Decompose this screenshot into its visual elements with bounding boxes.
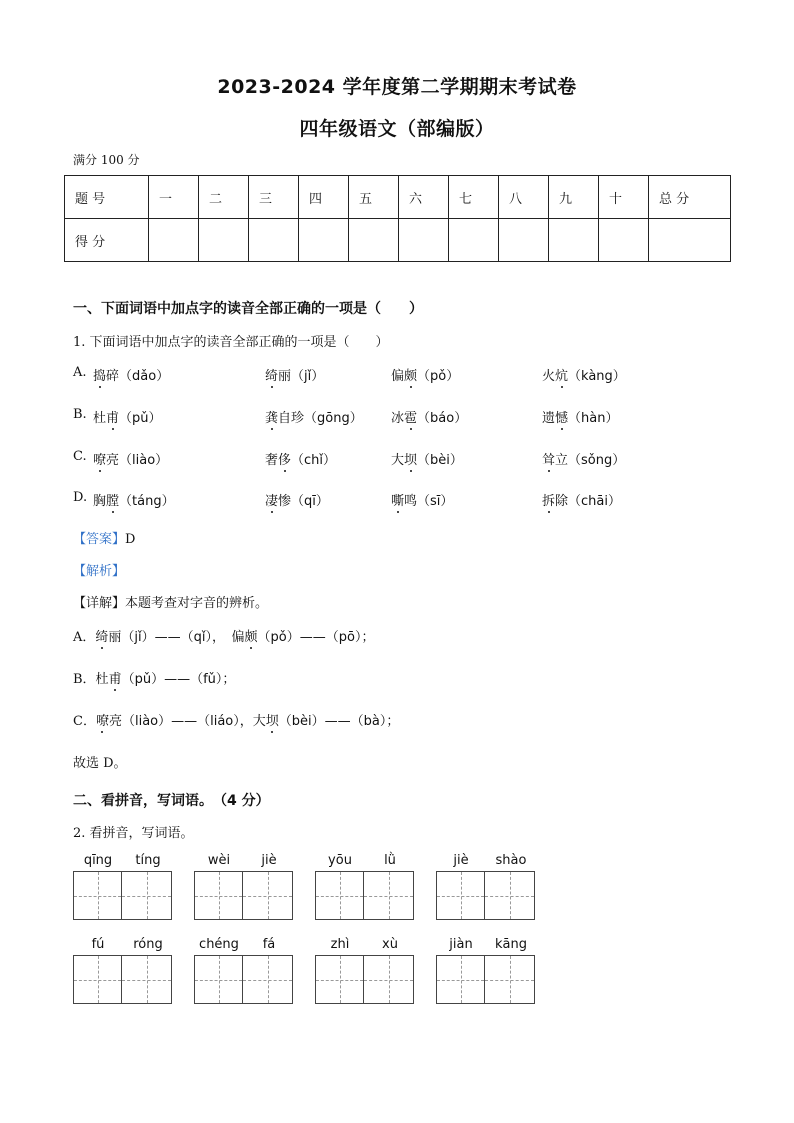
- tian-grid-pair: [436, 871, 536, 921]
- exam-subtitle: 四年级语文（部编版）: [299, 118, 495, 140]
- pinyin-labels: [436, 937, 536, 953]
- option-row[interactable]: [73, 407, 733, 427]
- pinyin-label: wèi: [207, 853, 231, 868]
- tian-grid-pair: [315, 871, 415, 921]
- tian-grid-pair: [194, 955, 294, 1005]
- pinyin-label: fá: [262, 937, 276, 952]
- score-cell[interactable]: [499, 219, 549, 262]
- option-row[interactable]: [73, 490, 733, 510]
- answer-value: D: [125, 532, 136, 547]
- analysis-line-c: C．嘹亮（liào）——（liáo），大坝（bèi）——（bà）；: [73, 710, 399, 729]
- pinyin-label: jiè: [453, 853, 469, 868]
- pinyin-labels: [436, 853, 536, 869]
- pinyin-label: chéng: [199, 937, 239, 952]
- score-value-row: [65, 219, 731, 262]
- score-header-cell: 九: [549, 176, 599, 219]
- pinyin-labels: [315, 937, 415, 953]
- score-header-cell: 一: [149, 176, 199, 219]
- character-box[interactable]: [364, 955, 414, 1004]
- option-row[interactable]: [73, 365, 733, 385]
- pinyin-label: jiè: [261, 853, 277, 868]
- score-header-cell: 总 分: [649, 176, 731, 219]
- answer-line: [73, 528, 135, 547]
- score-header-cell: 四: [299, 176, 349, 219]
- tian-grid-pair: [315, 955, 415, 1005]
- pinyin-label: róng: [133, 937, 163, 952]
- option-word: 遗憾（hàn）: [542, 407, 618, 426]
- score-cell[interactable]: [349, 219, 399, 262]
- score-header-cell: 十: [599, 176, 649, 219]
- pinyin-label: tíng: [135, 853, 161, 868]
- score-cell[interactable]: [149, 219, 199, 262]
- character-box[interactable]: [485, 955, 535, 1004]
- option-row[interactable]: [73, 449, 733, 469]
- score-header-cell: 八: [499, 176, 549, 219]
- tian-grid-pair: [436, 955, 536, 1005]
- score-cell[interactable]: [599, 219, 649, 262]
- option-letter: B.: [73, 407, 87, 422]
- pinyin-label: kāng: [495, 937, 527, 952]
- character-box[interactable]: [315, 955, 364, 1004]
- option-letter: A.: [73, 365, 87, 380]
- character-box[interactable]: [436, 871, 485, 920]
- option-word: 嘹亮（liào）: [93, 449, 168, 468]
- character-box[interactable]: [485, 871, 535, 920]
- score-header-cell: 题 号: [65, 176, 149, 219]
- character-box[interactable]: [194, 871, 243, 920]
- pinyin-labels: [194, 937, 294, 953]
- analysis-label: 【解析】: [73, 564, 126, 579]
- analysis-line-b: B．杜甫（pǔ）——（fǔ）；: [73, 668, 235, 687]
- character-box[interactable]: [73, 871, 122, 920]
- character-box[interactable]: [73, 955, 122, 1004]
- score-header-cell: 二: [199, 176, 249, 219]
- option-word: 耸立（sǒng）: [542, 449, 625, 468]
- section2-heading: 二、看拼音，写词语。 （4 分）: [73, 793, 270, 809]
- character-box[interactable]: [315, 871, 364, 920]
- character-box[interactable]: [436, 955, 485, 1004]
- pinyin-label: yōu: [328, 853, 352, 868]
- character-box[interactable]: [243, 955, 293, 1004]
- option-word: 偏颇（pǒ）: [391, 365, 459, 384]
- pinyin-labels: [315, 853, 415, 869]
- option-word: 杜甫（pǔ）: [93, 407, 162, 426]
- option-word: 绮丽（jǐ）: [265, 365, 324, 384]
- pinyin-label: shào: [495, 853, 527, 868]
- character-box[interactable]: [122, 955, 172, 1004]
- character-box[interactable]: [243, 871, 293, 920]
- analysis-line-a: A．绮丽（jǐ）——（qǐ）， 偏颇（pǒ）——（pō）；: [73, 626, 374, 645]
- pinyin-label: xù: [382, 937, 398, 952]
- option-word: 冰雹（báo）: [391, 407, 467, 426]
- pinyin-labels: [73, 937, 173, 953]
- exam-title: 2023-2024 学年度第二学期期末考试卷: [217, 76, 577, 98]
- score-cell[interactable]: [249, 219, 299, 262]
- score-cell[interactable]: [199, 219, 249, 262]
- option-word: 胸膛（táng）: [93, 490, 175, 509]
- detail-text: 【详解】本题考查对字音的辨析。: [73, 596, 269, 611]
- option-word: 捣碎（dǎo）: [93, 365, 169, 384]
- score-cell[interactable]: [299, 219, 349, 262]
- score-header-cell: 七: [449, 176, 499, 219]
- option-word: 大坝（bèi）: [391, 449, 463, 468]
- score-cell[interactable]: [549, 219, 599, 262]
- character-box[interactable]: [122, 871, 172, 920]
- character-box[interactable]: [364, 871, 414, 920]
- score-header-row: [65, 176, 731, 219]
- score-table: [64, 175, 731, 262]
- answer-label: 【答案】: [73, 532, 126, 547]
- pinyin-label: qīng: [83, 853, 113, 868]
- tian-grid-pair: [73, 871, 173, 921]
- pinyin-labels: [73, 853, 173, 869]
- score-header-cell: 六: [399, 176, 449, 219]
- pinyin-label: zhì: [330, 937, 350, 952]
- option-word: 龚自珍（gōng）: [265, 407, 363, 426]
- option-letter: C.: [73, 449, 87, 464]
- score-header-cell: 三: [249, 176, 299, 219]
- option-word: 凄惨（qī）: [265, 490, 329, 509]
- pinyin-labels: [194, 853, 294, 869]
- score-header-cell: 五: [349, 176, 399, 219]
- option-word: 奢侈（chǐ）: [265, 449, 336, 468]
- character-box[interactable]: [194, 955, 243, 1004]
- full-score: 满分 100 分: [73, 153, 140, 167]
- question1: 1. 下面词语中加点字的读音全部正确的一项是（ ）: [73, 335, 389, 350]
- score-cell[interactable]: [649, 219, 731, 262]
- score-cell[interactable]: [449, 219, 499, 262]
- pinyin-label: fú: [91, 937, 105, 952]
- pinyin-label: lǜ: [384, 853, 396, 868]
- score-row-label: 得 分: [65, 219, 149, 262]
- option-word: 拆除（chāi）: [542, 490, 621, 509]
- section1-heading: 一、下面词语中加点字的读音全部正确的一项是（ ）: [73, 301, 423, 317]
- pinyin-label: jiàn: [449, 937, 473, 952]
- score-cell[interactable]: [399, 219, 449, 262]
- tian-grid-pair: [73, 955, 173, 1005]
- conclusion: 故选 D。: [73, 756, 127, 771]
- option-word: 嘶鸣（sī）: [391, 490, 453, 509]
- question2: 2. 看拼音，写词语。: [73, 826, 194, 841]
- option-letter: D.: [73, 490, 88, 505]
- tian-grid-pair: [194, 871, 294, 921]
- option-word: 火炕（kàng）: [542, 365, 626, 384]
